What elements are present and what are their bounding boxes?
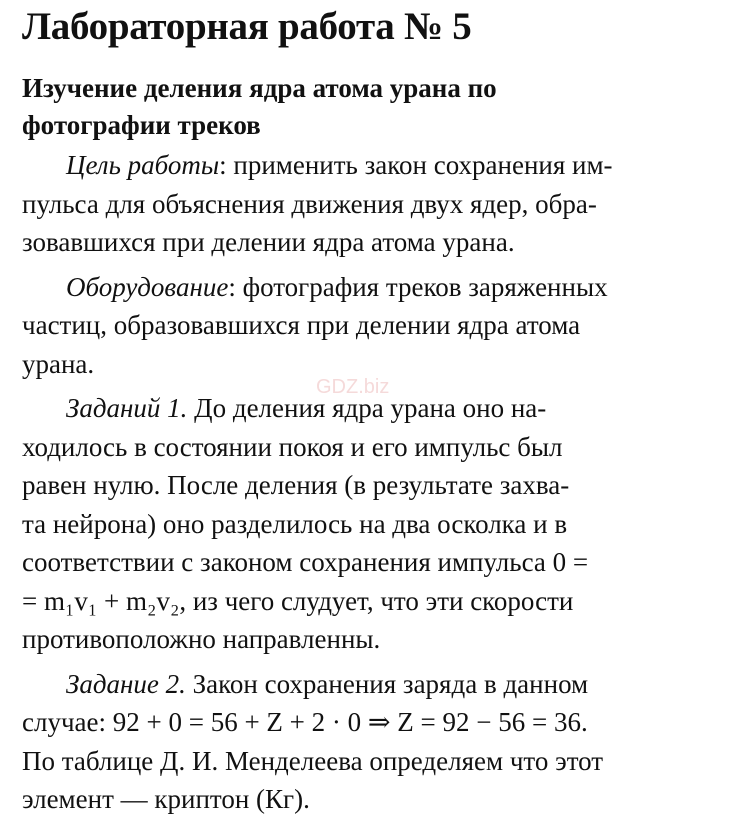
goal-line-1 [22, 146, 714, 185]
task1-label: Заданий 1. [66, 393, 188, 423]
goal-line-3: зовавшихся при делении ядра атома урана. [22, 227, 515, 257]
goal-line-2: пульса для объяснения движения двух ядер, обра- [22, 188, 597, 219]
equipment-text: : фотография треков заряженных [228, 271, 608, 302]
task1-text: До деления ядра урана оно на- [187, 393, 547, 423]
task2-line-2: случае: 92 + 0 = 56 + Z + 2 · 0 ⇒ Z = 92 − 56 = 36. [22, 707, 588, 737]
task1-line-7: противоположно направленны. [22, 624, 381, 654]
section-subtitle [22, 70, 714, 144]
page-title: Лабораторная работа № 5 [22, 5, 472, 48]
equipment-line-2: частиц, образовавшихся при делении ядра атома [22, 310, 581, 340]
goal-label: Цель работы [66, 150, 220, 180]
goal-paragraph [22, 146, 714, 262]
goal-text: : применить закон сохранения им- [219, 150, 613, 180]
task2-line-3: По таблице Д. И. Менделеева определяем что этот [22, 745, 604, 776]
subtitle-line: Изучение деления ядра атома урана по [22, 73, 497, 103]
task2-paragraph [22, 665, 714, 819]
task2-text: Закон сохранения заряда в данном [185, 668, 589, 699]
task1-line-4: та нейрона) оно разделилось на два осколка и в [22, 508, 568, 539]
task1-line-6: = m₁v₁ + m₂v₂, из чего слудует, что эти скорости [22, 585, 574, 616]
equipment-label: Оборудование [66, 271, 229, 302]
watermark: GDZ.biz [316, 376, 390, 398]
task1-line-3: равен нулю. После деления (в результате захва- [22, 470, 570, 500]
task1-line-5: соответствии с законом сохранения импульса 0 = [22, 547, 589, 577]
equipment-line-3: урана. [22, 348, 95, 379]
task2-line-4: элемент — криптон (Кг). [22, 784, 310, 814]
equipment-paragraph [22, 268, 714, 384]
task1-line-2: ходилось в состоянии покоя и его импульс был [22, 431, 563, 462]
task2-label: Задание 2. [66, 668, 186, 699]
task2-line-1 [22, 665, 714, 704]
subtitle-line: фотографии треков [22, 110, 261, 140]
task1-paragraph [22, 389, 714, 659]
equipment-line-1 [22, 268, 714, 307]
